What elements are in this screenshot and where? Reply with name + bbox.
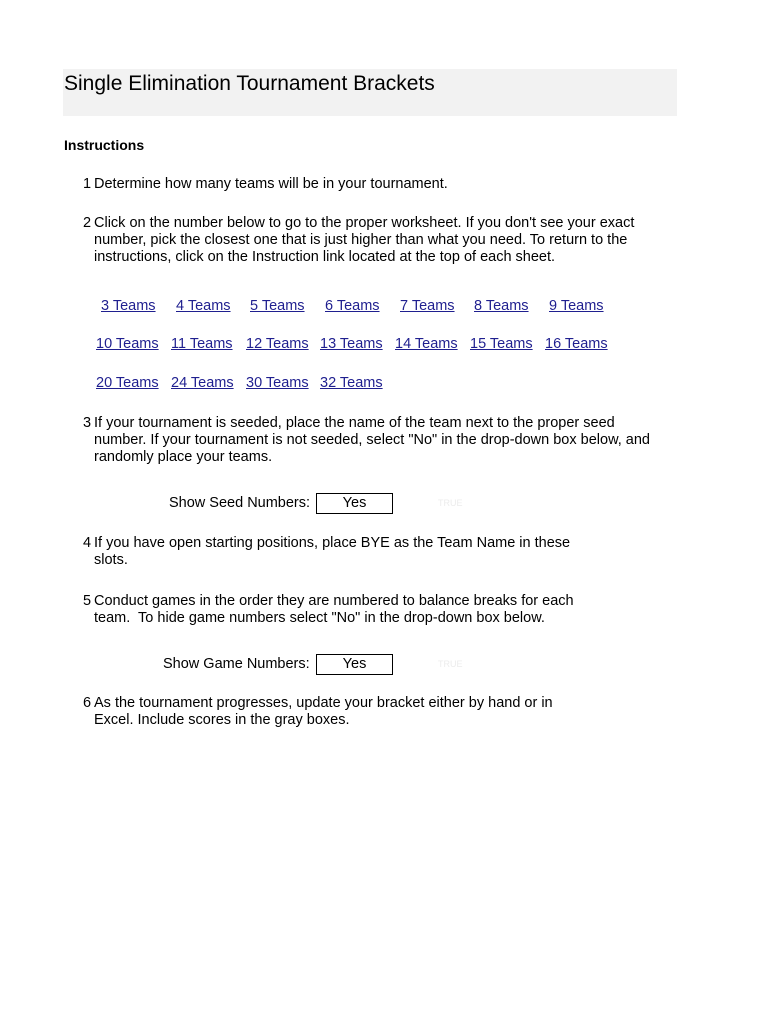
link-32-teams[interactable]: 32 Teams [320,375,383,391]
step-number-6: 6 [83,695,92,711]
link-24-teams[interactable]: 24 Teams [171,375,234,391]
step-number-5: 5 [83,593,92,609]
game-numbers-flag: TRUE [438,659,463,669]
link-16-teams[interactable]: 16 Teams [545,336,608,352]
link-10-teams[interactable]: 10 Teams [96,336,159,352]
show-game-numbers-dropdown[interactable]: Yes [316,654,393,675]
link-5-teams[interactable]: 5 Teams [250,298,305,314]
instructions-heading: Instructions [64,137,145,153]
step-text-6-line-1: As the tournament progresses, update your bracket either by hand or in [94,695,553,711]
link-12-teams[interactable]: 12 Teams [246,336,309,352]
link-15-teams[interactable]: 15 Teams [470,336,533,352]
step-text-5-line-1: Conduct games in the order they are numbered to balance breaks for each [94,593,574,609]
step-text-3-line-2: number. If your tournament is not seeded, select "No" in the drop-down box below, and [94,432,650,448]
step-text-4-line-2: slots. [94,552,128,568]
step-text-3-line-3: randomly place your teams. [94,449,273,465]
link-20-teams[interactable]: 20 Teams [96,375,159,391]
show-seed-numbers-label: Show Seed Numbers: [169,495,311,511]
step-text-3-line-1: If your tournament is seeded, place the name of the team next to the proper seed [94,415,615,431]
step-text-5-line-2: team. To hide game numbers select "No" in the drop-down box below. [94,610,545,626]
link-6-teams[interactable]: 6 Teams [325,298,380,314]
step-text-2-line-3: instructions, click on the Instruction link located at the top of each sheet. [94,249,556,265]
step-text-2-line-1: Click on the number below to go to the proper worksheet. If you don't see your exact [94,215,635,231]
title-band [63,69,677,116]
step-text-6-line-2: Excel. Include scores in the gray boxes. [94,712,350,728]
link-7-teams[interactable]: 7 Teams [400,298,455,314]
link-8-teams[interactable]: 8 Teams [474,298,529,314]
step-text-2-line-2: number, pick the closest one that is just higher than what you need. To return to the [94,232,628,248]
link-3-teams[interactable]: 3 Teams [101,298,156,314]
step-number-4: 4 [83,535,92,551]
step-number-2: 2 [83,215,92,231]
link-11-teams[interactable]: 11 Teams [171,336,233,352]
step-number-1: 1 [83,176,92,192]
link-4-teams[interactable]: 4 Teams [176,298,231,314]
link-13-teams[interactable]: 13 Teams [320,336,383,352]
link-14-teams[interactable]: 14 Teams [395,336,458,352]
link-9-teams[interactable]: 9 Teams [549,298,604,314]
step-text-1: Determine how many teams will be in your tournament. [94,176,448,192]
step-number-3: 3 [83,415,92,431]
show-game-numbers-label: Show Game Numbers: [163,656,310,672]
seed-numbers-flag: TRUE [438,498,463,508]
step-text-4-line-1: If you have open starting positions, place BYE as the Team Name in these [94,535,571,551]
show-seed-numbers-dropdown[interactable]: Yes [316,493,393,514]
link-30-teams[interactable]: 30 Teams [246,375,309,391]
page-title: Single Elimination Tournament Brackets [64,72,435,95]
